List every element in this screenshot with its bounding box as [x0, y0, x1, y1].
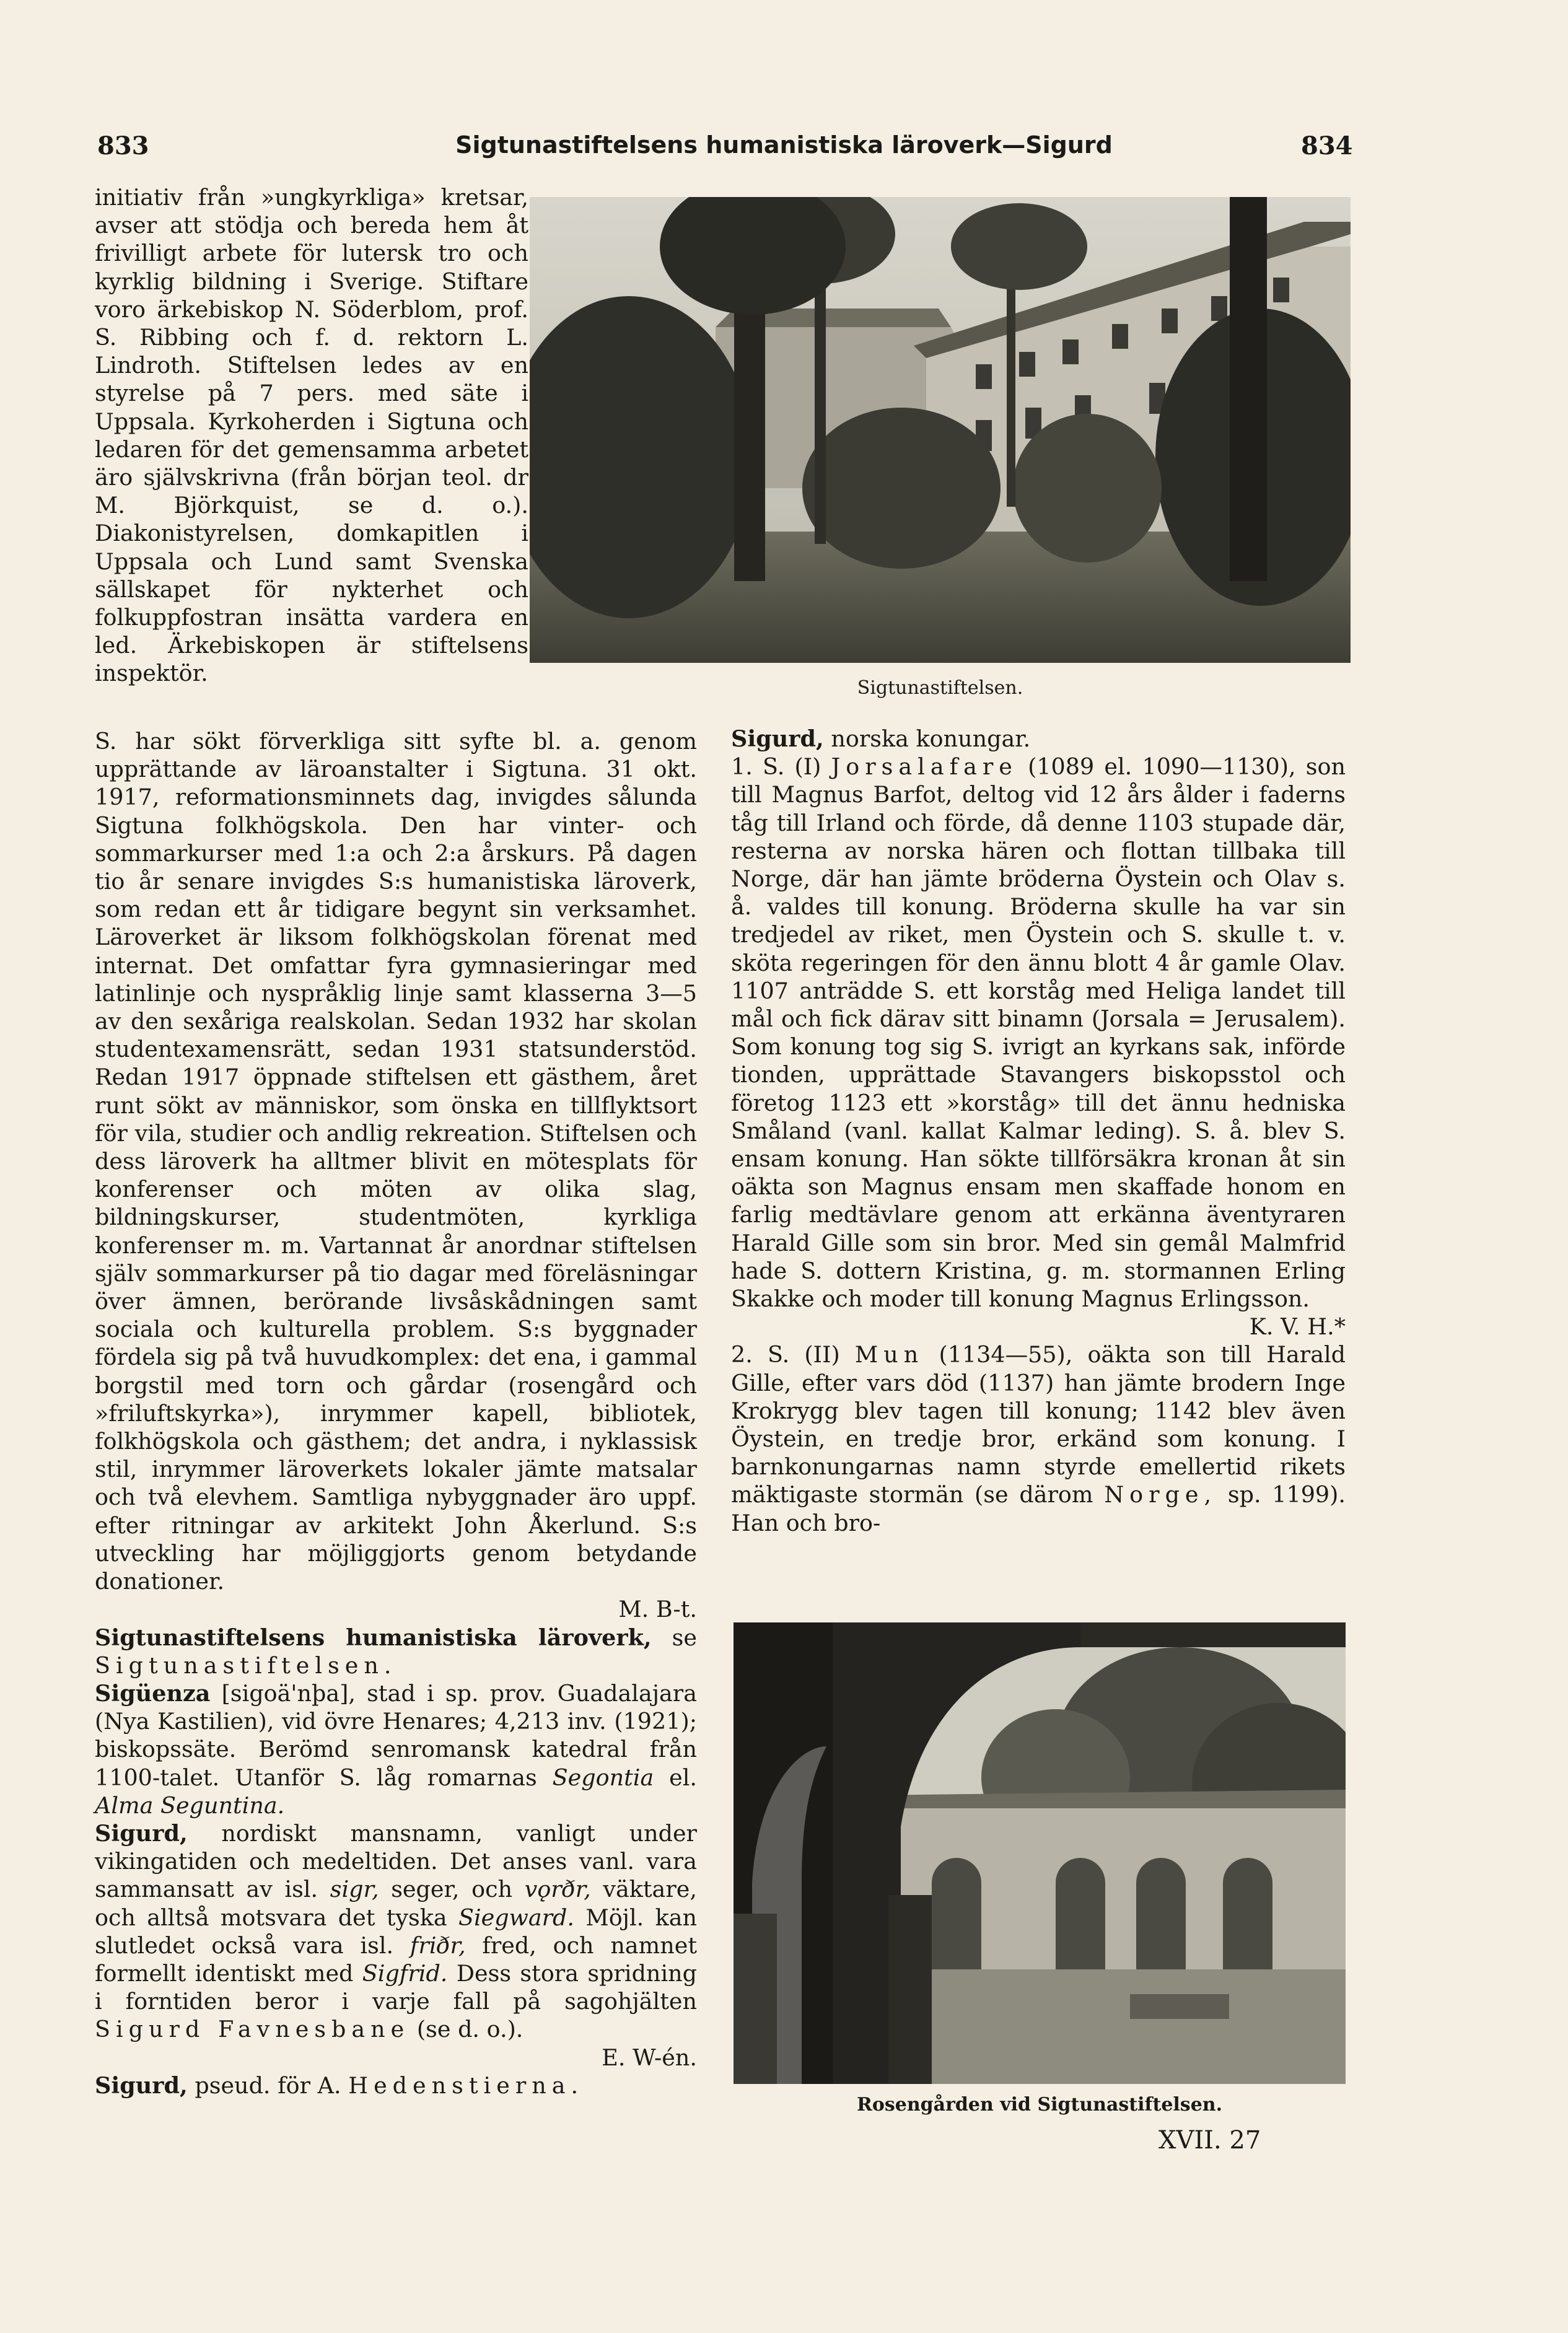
entry-headword: Sigtunastiftelsens humanistiska läroverk,: [95, 1624, 652, 1651]
byname: Jorsalafare: [831, 753, 1018, 781]
entry-sigurd-name: Sigurd, nordiskt mansnamn, vanligt under vikingatiden och medeltiden. Det anses vanl. vara sammansatt av isl. sigr, seger, och vǫrðr, väktare, och alltså motsvara det tyska Siegward. Möjl. kan slutledet också vara isl. friðr, fred, och namnet formellt identiskt med Sigfrid. Dess stora spridning i forntiden beror i varje fall på sagohjälten Sigurd Favnesbane (se d. o.). E. W-én.: [95, 1819, 698, 2071]
entry-headword: Sigurd,: [95, 1819, 188, 1847]
entry-headword: Sigurd,: [731, 725, 824, 752]
photo-rosengarden: [734, 1622, 1346, 2084]
photo-sigtunastiftelsen: [530, 197, 1351, 663]
author-signature: E. W-én.: [602, 2044, 697, 2071]
right-column: [731, 725, 1346, 1537]
cross-reference: Norge,: [1104, 1481, 1217, 1508]
paragraph-text: S. har sökt förverkliga sitt syfte bl. a. genom upprättande av läroanstalter i Sigtuna. 31 okt. 1917, reformationsminnets dag, invigdes sålunda Sigtuna folkhögskola. Den har vinter- och sommarkurser med 1:a och 2:a årskurs. På dagen tio år senare invigdes S:s humanistiska läroverk, som redan ett år tidigare begynt sin verksamhet. Läroverket är liksom folkhögskolan förenat med internat. Det omfattar fyra gymnasieringar med latinlinje och nyspråklig linje samt klasserna 3—5 av den sexåriga realskolan. Sedan 1932 har skolan studentexamensrätt, sedan 1931 statsunderstöd. Redan 1917 öppnade stiftelsen ett gästhem, året runt sökt av människor, som önska en tillflyktsort för vila, studier och andlig rekreation. Stiftelsen och dess läroverk ha alltmer blivit en mötesplats för konferenser och möten av olika slag, bildningskurser, studentmöten, kyrkliga konferenser m. m. Vartannat år anordnar stiftelsen själv sommarkurser på tio dagar med föreläsningar över ämnen, berörande livsåskådningen samt sociala och kulturella problem. S:s byggnader fördela sig på två huvudkomplex: det ena, i gammal borgstil med torn och gårdar (rosengård och »friluftskyrka»), inrymmer kapell, bibliotek, folkhögskola och gästhem; det andra, i nyklassisk stil, inrymmer läroverkets lokaler jämte matsalar och två elevhem. Samtliga nybyggnader äro uppf. efter ritningar av arkitekt John Åkerlund. S:s utveckling har möjliggjorts genom betydande donationer.: [95, 728, 697, 1595]
byname: Mun: [854, 1341, 924, 1368]
photo-2-caption: Rosengården vid Sigtunastiftelsen.: [856, 2094, 1223, 2116]
subentry-sigurd-mun: 2. S. (II) Mun (1134—55), oäkta son till Harald Gille, efter vars död (1137) han jämte brodern Inge Krokrygg blev tagen till konung; 1142 blev även Öystein, en tredje bror, erkänd som konung. I barnkonungarnas namn styrde emellertid rikets mäktigaste stormän (se därom Norge, sp. 1199). Han och bro-: [731, 1341, 1346, 1536]
page-number-left: 833: [97, 131, 149, 160]
entry-sigtunastiftelsens-laroverk: Sigtunastiftelsens humanistiska läroverk, se Sigtunastiftelsen.: [95, 1624, 697, 1679]
sheet-signature-mark: XVII. 27: [1158, 2126, 1261, 2155]
cross-reference: Sigtunastiftelsen.: [95, 1652, 397, 1679]
entry-siguenza: Sigüenza [sigoä'nþa], stad i sp. prov. Guadalajara (Nya Kastilien), vid övre Henares; 4,213 inv. (1921); biskopssäte. Berömd senromansk katedral från 1100-talet. Utanför S. låg romarnas Segontia el. Alma Seguntina.: [95, 1679, 698, 1819]
subentry-sigurd-jorsalafare: 1. S. (I) Jorsalafare (1089 el. 1090—1130), son till Magnus Barfot, deltog vid 12 års ålder i faderns tåg till Irland och förde, då denne 1103 stupade där, resterna av norska hären och flottan tillbaka till Norge, där han jämte bröderna Öystein och Olav s. å. valdes till konung. Bröderna skulle ha var sin tredjedel av riket, men Öystein och S. skulle t. v. sköta regeringen för den ännu blott 4 år gamle Olav. 1107 anträdde S. ett korståg med Heliga landet till mål och fick därav sitt binamn (Jorsala = Jerusalem). Som konung tog sig S. ivrigt an kyrkans sak, införde tionden, upprättade Stavangers biskopsstol och företog 1123 ett »korståg» till det ännu hedniska Småland (vanl. kallat Kalmar leding). S. å. blev S. ensam konung. Han sökte tillförsäkra kronan åt sin oäkta son Magnus ensam men skaffade honom en farlig medtävlare genom att erkänna äventyraren Harald Gille som sin bror. Med sin gemål Malmfrid hade S. dottern Kristina, g. m. stormannen Erling Skakke och moder till konung Magnus Erlingsson. K. V. H.*: [731, 753, 1346, 1341]
author-signature: K. V. H.*: [1249, 1313, 1346, 1341]
author-signature: M. B-t.: [618, 1596, 697, 1623]
cross-reference: Hedenstierna.: [348, 2072, 584, 2099]
cross-reference: Sigurd Favnesbane: [95, 2016, 410, 2043]
paragraph: initiativ från »ungkyrkliga» kretsar, avser att stödja och bereda hem åt frivilligt arbete för lutersk tro och kyrklig bildning i Sverige. Stiftare voro ärkebiskop N. Söderblom, prof. S. Ribbing och f. d. rektorn L. Lindroth. Stiftelsen ledes av en styrelse på 7 pers. med säte i Uppsala. Kyrkoherden i Sigtuna och ledaren för det gemensamma arbetet äro självskrivna (från början teol. dr M. Björkquist, se d. o.). Diakonistyrelsen, domkapitlen i Uppsala och Lund samt Svenska sällskapet för nykterhet och folkuppfostran insätta vardera en led. Ärkebiskopen är stiftelsens inspektör.: [95, 184, 528, 687]
running-title: Sigtunastiftelsens humanistiska läroverk—Sigurd: [455, 131, 1113, 159]
left-column: [95, 727, 697, 2099]
photo-1-caption: Sigtunastiftelsen.: [857, 677, 1023, 699]
article-sigtunastiftelsen-continued: [95, 183, 528, 688]
paragraph: [95, 727, 697, 1624]
entry-headword: Sigüenza: [95, 1679, 211, 1707]
page-number-right: 834: [1301, 131, 1353, 160]
entry-sigurd-kings: Sigurd, norska konungar.: [731, 725, 1031, 752]
entry-sigurd-pseud: Sigurd, pseud. för A. Hedenstierna.: [95, 2072, 584, 2099]
entry-headword: Sigurd,: [95, 2072, 188, 2099]
